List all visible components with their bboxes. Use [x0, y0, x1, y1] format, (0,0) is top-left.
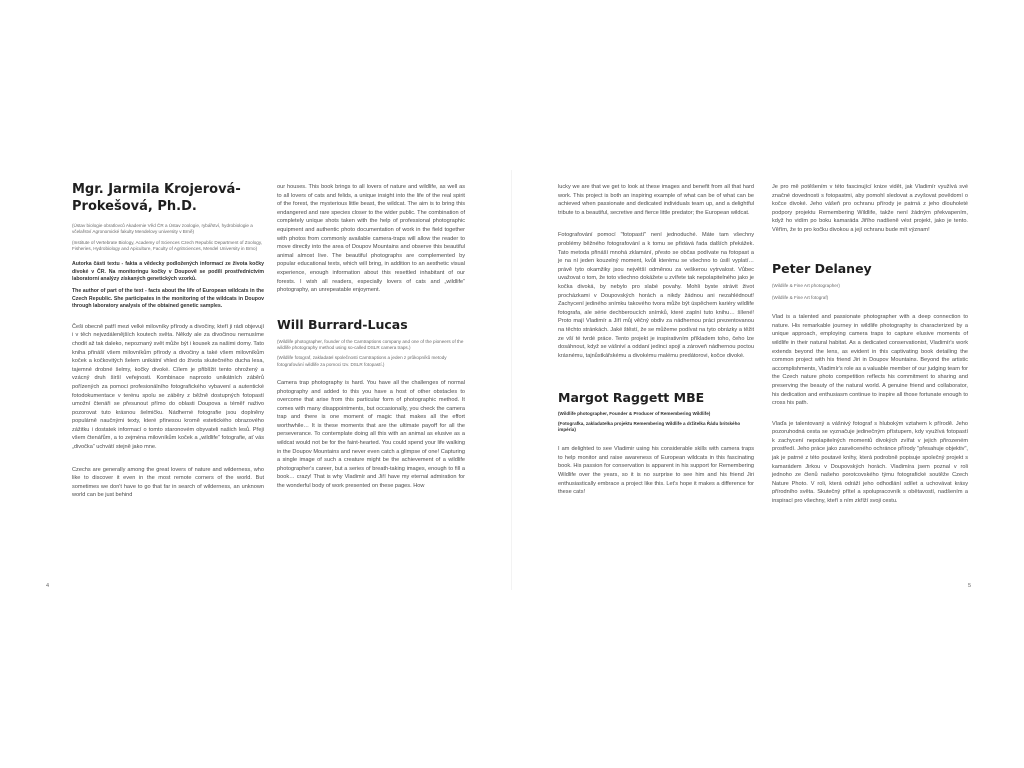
column-4	[772, 183, 968, 506]
affiliation-cz: (Wildlife fotograf, zakladatel společnosti Camtraptions a jeden z průkopníků metody fotografování wildlife za pomoci tzv. DSLR fotopastí.)	[277, 355, 447, 367]
gutter	[511, 170, 512, 590]
heading-delaney: Peter Delaney	[772, 260, 872, 276]
column-3	[558, 183, 754, 497]
heading-raggett: Margot Raggett MBE	[558, 390, 705, 406]
affiliation-en: (Institute of Vertebrate Biology, Academy of Sciences Czech Republic Department of Zoology, Fisheries, Hydrobiology and Apiculture, Faculty of AgriSciences, Mendel University in Brno)	[72, 239, 263, 251]
affiliation-en: (Wildlife & Fine Art photographer)	[772, 282, 840, 288]
paragraph-cz-top: Je pro mě potěšením v této fascinující knize vidět, jak Vladimír využívá své značné dovednosti s fotopastmi, aby pomohl sledovat a zvyšovat povědomí o kočce divoké. Jeho vášeň pro ochranu přírody je patrná z jeho dlouholeté podpory projektu Remembering Wildlife, takže není žádným překvapením, když ho vidím po boku kamaráda Jiřího nadšeně vést projekt, jako je tento. Věřím, že to pro kočku divokou a její ochranu bude mít význam!	[772, 184, 968, 233]
paragraph-en: Vlad is a talented and passionate photographer with a deep connection to nature. His remarkable journey in wildlife photography is characterized by a unique approach, employing camera traps to capture elusive moments of wildlife in their natural habitat. As a dedicated conservationist, Vladimír's work extends beyond the lens, as evident in this captivating book detailing the common project with his friend Jiri in Doupov Mountains. Beyond the artistic accomplishments, Vladimír's role as a valuable member of our judging team for the Czech nature photo competition reflects his commitment to sharing and preserving the beauty of the natural world. A genuine friend and collaborator, his dedication and enthusiasm continue to inspire all those fortunate enough to cross his path.	[772, 314, 968, 407]
paragraph-cz: Fotografování pomocí "fotopastí" není jednoduché. Máte tam všechny problémy běžného fotografování a k tomu se přidává řada dalších překážek. Tato metoda přináší mnohá zklamání, přesto se občas podívate na fotopast a je na ní jeden kouzelný moment, kvůli kterému se všechno to úsilí vyplatí… právě tyto okamžiky jsou největší odměnou za veškerou vytrvalost. Vůbec uvažovat o tom, že toto všechno dokážete u zvířete tak nepolapitelného jako je kočka divoká, by nebylo pro slabé povahy. Mohli byste strávit život procházkami v Doupovských horách a nikdy žádnou ani nezahlédnout! Zachycení jediného snímku takového tvora může být úspěchem kariéry wildlife fotografa, ale série dechberoucích snímků, které zaplní tuto knihu… šílené! Proto mají Vladimír a Jiří můj věčný obdiv za nádhernou práci prezentovanou na těchto stránkách. Jaké štěstí, že se můžeme podívat na tyto obrázky a těžit ze vší té tvrdé práce. Tento projekt je inspirativním příkladem toho, čeho lze dosáhnout, když se vášniví a oddaní jedinci spojí a zároveň nádhernou poctou krásnému, tajnůstkářskému a divokému malému predátorovi, kočce divoké.	[558, 232, 754, 359]
affiliation-cz: (Fotografka, zakladatelka projektu Remembering Wildlife a držitelka Řádu britského impéria)	[558, 420, 741, 432]
affiliation-cz: (Wildlife & Fine Art fotograf)	[772, 294, 829, 300]
column-1	[72, 181, 264, 500]
bio-cz: Autorka části textu - fakta a vědecky podložených informací ze života kočky divoké v ČR. Na monitoringu kočky v Doupově se podílí prostřednictvím laboratorní analýzy získaných genetických vzorků.	[72, 261, 264, 283]
bio-en: The author of part of the text - facts about the life of European wildcats in the Czech Republic. She participates in the monitoring of the wildcats in Doupov through laboratory analysis of the obtained genetic samples.	[72, 287, 264, 310]
paragraph-en: I am delighted to see Vladimir using his considerable skills with camera traps to help monitor and raise awareness of European wildcats in this fascinating book. His passion for conservation is apparent in his support for Remembering Wildlife over the years, so it is no surprise to see him and his friend Jiri enthusiastically embrace a project like this. Let's hope it makes a difference for these cats!	[558, 446, 754, 496]
affiliation-en: (Wildlife photographer, founder of the Camtraptions company and one of the pioneers of the wildlife photography method using so-called DSLR camera traps.)	[277, 338, 464, 351]
paragraph-en: Camera trap photography is hard. You have all the challenges of normal photography and added to this you have a host of other obstacles to overcome that arise from this particular form of photographic method. It comes with many disappointments, but occasionally, you check the camera trap and there is one moment of magic that makes all the effort worthwhile… It is these moments that are the ultimate payoff for all the perseverance. To contemplate doing all this with an animal as elusive as a wildcat would not be for the faint-hearted. You could spend your life walking in the Doupov Mountains and never even catch a glimpse of one! Capturing a single image of such a creature might be the achievement of a wildlife photographer's career, but a series of breath-taking images, enough to fill a book… crazy! That is why Vladimír and Jiří have my eternal admiration for the wonderful body of work presented on these pages. How	[277, 379, 465, 490]
paragraph-cz: Vlaďa je talentovaný a vášnivý fotograf s hlubokým vztahem k přírodě. Jeho pozoruhodná cesta se vyznačuje jedinečným přístupem, kdy využívá fotopastí k zachycení nepolapitelných momentů divokých zvířat v jejich přirozeném prostředí. Jeho práce jako zasvěceného ochránce přírody "přesahuje objektiv", jak je patrné z této poutavé knihy, která podrobně popisuje společný projekt s kamarádem Jirkou v Doupovských horách. Vladimíra jsem poznal v roli jednoho ze členů našeho porotcovského týmu fotografické soutěže Czech Nature Photo. V roli, která odráží jeho odhodlání sdílet a uchovávat krásy přírodního světa. Skutečný přítel a spolupracovník s obětavostí, nadšením a inspirací pro všechny, kteří s ním zkříží svoji cestu.	[772, 420, 968, 505]
heading-krojerova: Mgr. Jarmila Krojerová-Prokešová, Ph.D.	[72, 182, 241, 214]
page-number-left: 4	[46, 583, 50, 589]
paragraph-cz: Češi obecně patří mezi velké milovníky přírody a divočiny, kteří ji rádi objevují i v těch nejvzdálenějších koutech světa. Někdy ale za divočinou nemusíme chodit až tak daleko, nepoznaný svět může být i kousek za našimi domy. Tato kniha přináší všem milovníkům přírody a divočiny a také všem milovníkům koček a kočkovitých šelem unikátní vhled do života skutečného ducha lesa, tajemné drobné šelmy, kočky divoké. Cílem je přiblížit tento ohrožený a vzácný druh širší veřejnosti. Kombinace naprosto unikátních záběrů pořízených za pomoci profesionálního fotografického vybavení a autentické fotodokumentace v terénu spolu se záběry z běžně dostupných fotopastí umožní čtenáři se přesunout přímo do oblasti Doupova a téměř naživo pozorovat tuto krásnou šelmičku. Nádherné fotografie jsou doplněny populárně naučnými texty, které přinesou kromě estetického obrazového zážitku i dostatek informací o tomto staronovém obyvateli našich lesů. Přeji všem čtenářům, a to zejména milovníkům koček a „wildlife“ fotografie, ať vás „divočka“ uchvátí stejně jako mne.	[72, 323, 264, 451]
heading-burrard-lucas: Will Burrard-Lucas	[277, 316, 408, 332]
column-2	[277, 183, 465, 491]
paragraph-en-continued: our houses. This book brings to all lovers of nature and wildlife, as well as to all lovers of cats and felids, a unique insight into the life of the real spirit of the forest, the mysterious little beast, the wildcat. The aim is to bring this endangered and rare species closer to the wider public. The combination of completely unique shots taken with the help of professional photographic equipment and authentic photo documentation of work in the field together with photos from commonly available camera-traps will allow the reader to move directly into the area of Doupov Mountains and observe this beautiful animal almost live. The beautiful photographs are complemented by popular educational texts, which will bring, in addition to an aesthetic visual experience, enough information about this resettled inhabitant of our forests. I wish all readers, especially lovers of cats and „wildlife“ photography, an unrepeatable enjoyment.	[277, 184, 465, 294]
paragraph-en-continued: lucky we are that we get to look at these images and benefit from all that hard work. This project is both an inspiring example of what can be of what can be achieved when passionate and dedicated individuals team up, and a delightful tribute to a beautiful, secretive and fierce little predator; the European wildcat.	[558, 184, 754, 216]
page-number-right: 5	[968, 583, 972, 589]
affiliation-cz: (Ústav biologie obratlovců Akademie Věd ČR a Ústav zoologie, rybářství, hydrobiologie a včelařství Agronomické fakulty Mendelovy university v Brně)	[72, 223, 253, 235]
affiliation-en: (Wildlife photographer, Founder & Producer of Remembering Wildlife)	[558, 411, 711, 417]
paragraph-en: Czechs are generally among the great lovers of nature and wilderness, who like to discover it even in the most remote corners of the world. But sometimes we don't have to go that far in search of wilderness, an unknown world can be just behind	[72, 466, 264, 499]
